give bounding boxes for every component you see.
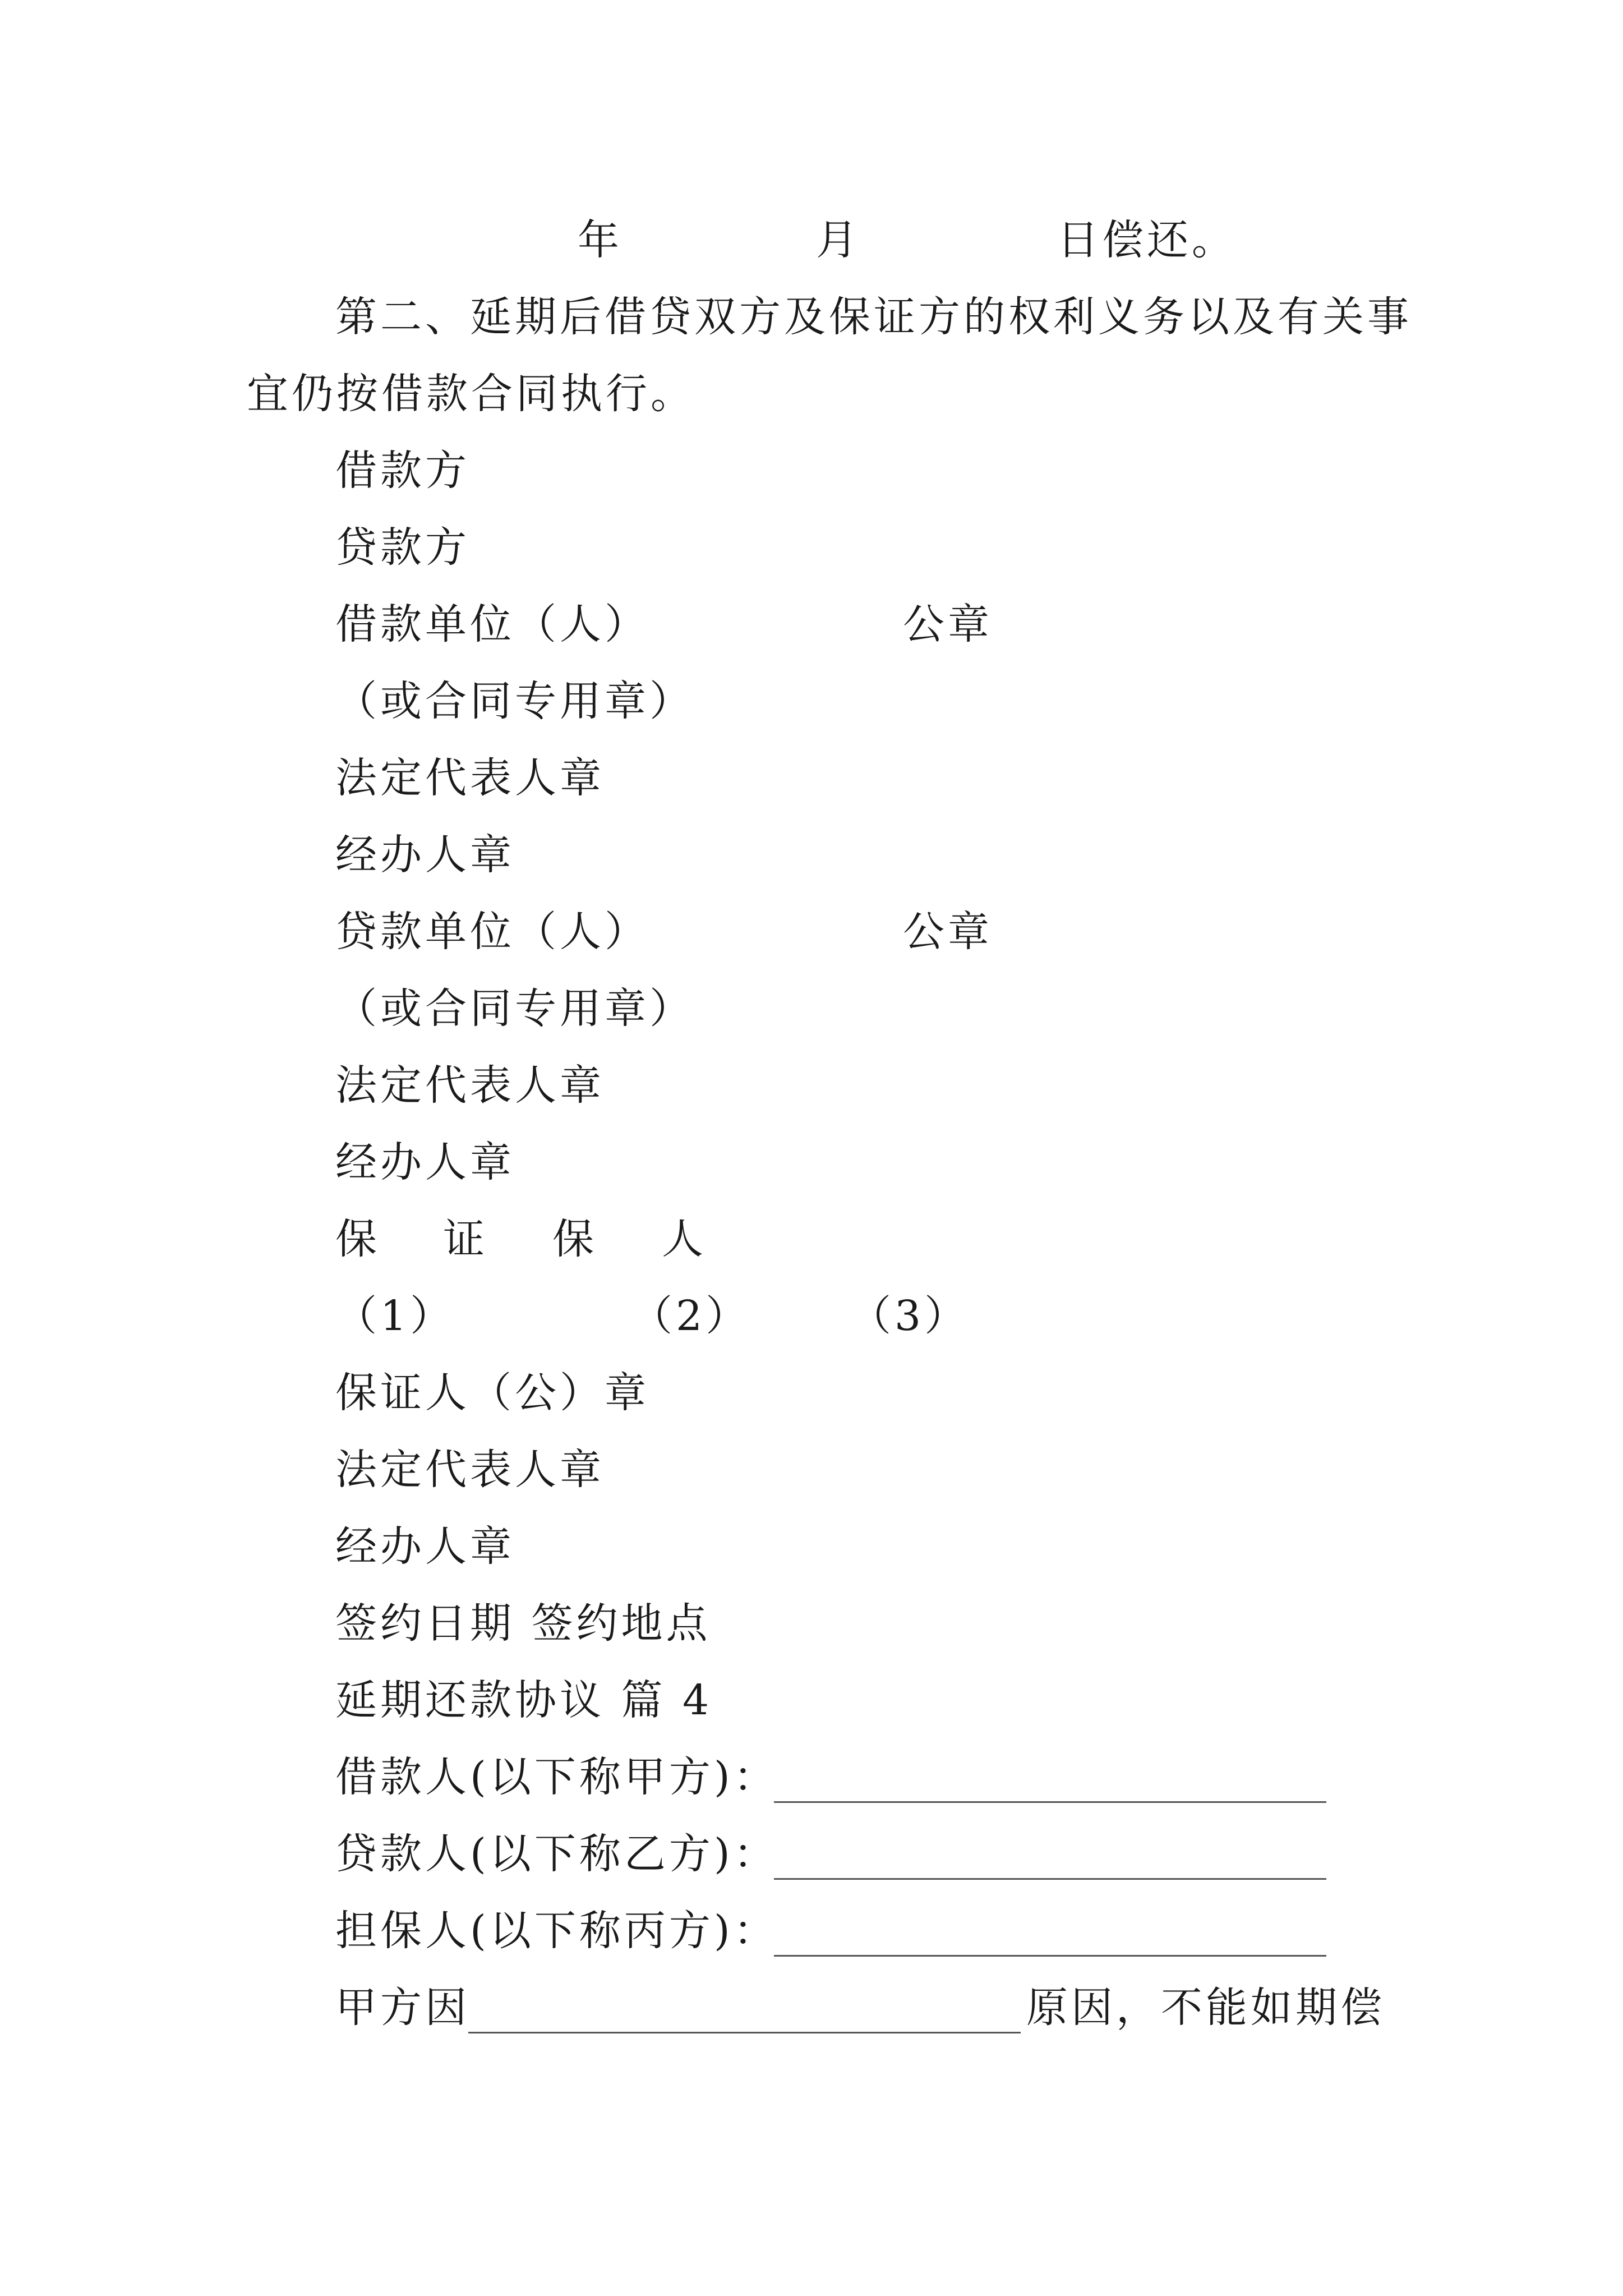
guarantor-legal-rep-label: 法定代表人章 [335,1446,605,1494]
date-day-repay-text: 日偿还。 [1057,216,1237,264]
party-b-blank-line[interactable] [774,1878,1326,1880]
borrower-contract-seal-label: （或合同专用章） [335,677,694,725]
reason-suffix-label: 原因，不能如期偿 [1026,1984,1385,2032]
party-a-label: 借款人(以下称甲方)： [335,1753,778,1801]
party-b-label: 贷款人(以下称乙方)： [335,1830,778,1878]
party-c-blank-line[interactable] [774,1955,1326,1957]
lender-unit-label: 贷款单位（人） [335,908,649,956]
borrower-legal-rep-label: 法定代表人章 [335,754,605,802]
borrower-handler-label: 经办人章 [335,831,515,879]
guarantor-seal-label: 保证人（公）章 [335,1369,649,1417]
lender-party-label: 贷款方 [335,523,470,572]
date-month-label: 月 [816,216,861,264]
reason-prefix-label: 甲方因 [335,1984,470,2032]
lender-seal-label: 公章 [903,908,993,956]
guarantor-handler-label: 经办人章 [335,1522,515,1571]
party-c-label: 担保人(以下称丙方)： [335,1907,778,1955]
lender-handler-label: 经办人章 [335,1138,515,1186]
guarantor-heading-char-4: 人 [662,1215,707,1263]
party-a-blank-line[interactable] [774,1801,1326,1803]
borrower-seal-label: 公章 [903,600,993,648]
guarantor-number-1: （1） [335,1292,455,1340]
clause-two-line-2: 宜仍按借款合同执行。 [247,370,695,418]
guarantor-heading-char-2: 证 [443,1215,488,1263]
reason-blank-line[interactable] [468,2032,1021,2033]
section-title: 延期还款协议 篇 4 [335,1676,713,1724]
date-year-label: 年 [578,216,623,264]
lender-contract-seal-label: （或合同专用章） [335,984,694,1033]
borrower-unit-label: 借款单位（人） [335,600,649,648]
guarantor-heading-char-1: 保 [335,1215,380,1263]
clause-two-line-1: 第二、延期后借贷双方及保证方的权利义务以及有关事 [335,293,1412,341]
signing-date-place-label: 签约日期 签约地点 [335,1599,711,1648]
guarantor-number-2: （2） [631,1292,751,1340]
lender-legal-rep-label: 法定代表人章 [335,1061,605,1110]
borrower-party-label: 借款方 [335,447,470,495]
guarantor-heading-char-3: 保 [552,1215,597,1263]
guarantor-number-3: （3） [850,1292,970,1340]
